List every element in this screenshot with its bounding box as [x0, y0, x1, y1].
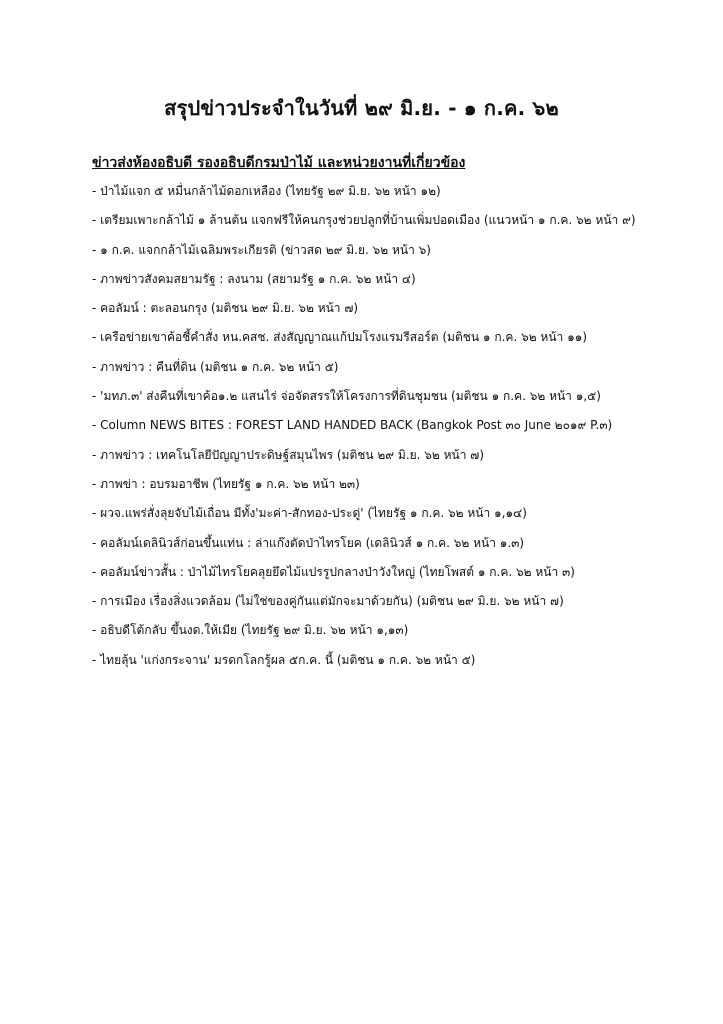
news-item: - คอลัมน์ : ตะลอนกรุง (มติชน ๒๙ มิ.ย. ๖๒ หน้า ๗) — [92, 301, 359, 316]
news-item: - เครือข่ายเขาค้อชี้คำสั่ง หน.คสช. ส่งสัญญาณแก้ปมโรงแรมรีสอร์ต (มติชน ๑ ก.ค. ๖๒ หน้า ๑๑) — [92, 330, 587, 345]
news-item: - ภาพข่าวสังคมสยามรัฐ : ลงนาม (สยามรัฐ ๑ ก.ค. ๖๒ หน้า ๔) — [92, 271, 416, 286]
news-item: - 'มทภ.๓' ส่งคืนที่เขาค้อ๑.๒ แสนไร่ จ่อจัดสรรให้โครงการที่ดินชุมชน (มติชน ๑ ก.ค. ๖๒ หน้า ๑,๕) — [92, 389, 601, 404]
news-item: - คอลัมน์เดลินิวส์ก่อนขึ้นแท่น : ล่าแก๊งตัดป่าไทรโยค (เดลินิวส์ ๑ ก.ค. ๖๒ หน้า ๑.๓) — [92, 535, 525, 550]
news-item: - คอลัมน์ข่าวสั้น : ป่าไม้ไทรโยคลุยยึดไม้แปรรูปกลางป่าวังใหญ่ (ไทยโพสต์ ๑ ก.ค. ๖๒ หน้า ๓) — [92, 564, 575, 579]
news-item: - ป่าไม้แจก ๕ หมื่นกล้าไม้ดอกเหลือง (ไทยรัฐ ๒๙ มิ.ย. ๖๒ หน้า ๑๒) — [92, 184, 441, 198]
news-item: - เตรียมเพาะกล้าไม้ ๑ ล้านต้น แจกฟรีให้คนกรุงช่วยปลูกที่บ้านเพิ่มปอดเมือง (แนวหน้า ๑ ก.ค. ๖๒ หน้า ๙) — [92, 213, 636, 228]
news-item: - ภาพข่าว : คืนที่ดิน (มติชน ๑ ก.ค. ๖๒ หน้า ๕) — [92, 359, 339, 374]
news-item: - ไทยลุ้น 'แก่งกระจาน' มรดกโลกรู้ผล ๕ก.ค. นี้ (มติชน ๑ ก.ค. ๖๒ หน้า ๕) — [92, 652, 476, 667]
section-heading: ข่าวส่งห้องอธิบดี รองอธิบดีกรมป่าไม้ และหน่วยงานที่เกี่ยวข้อง — [92, 155, 466, 171]
page-title: สรุปข่าวประจำในวันที่ ๒๙ มิ.ย. - ๑ ก.ค. ๖๒ — [164, 96, 559, 120]
news-item: - ๑ ก.ค. แจกกล้าไม้เฉลิมพระเกียรติ (ข่าวสด ๒๙ มิ.ย. ๖๒ หน้า ๖) — [92, 242, 431, 257]
news-list — [92, 180, 692, 678]
news-item: - อธิบดีโต้กลับ ขึ้นงด.ให้เมีย (ไทยรัฐ ๒๙ มิ.ย. ๖๒ หน้า ๑,๑๓) — [92, 623, 409, 638]
news-item: - Column NEWS BITES : FOREST LAND HANDED BACK (Bangkok Post ๓๐ June ๒๐๑๙ P.๓) — [92, 418, 613, 433]
news-item: - ภาพข่า : อบรมอาชีพ (ไทยรัฐ ๑ ก.ค. ๖๒ หน้า ๒๓) — [92, 476, 360, 491]
news-item: - ภาพข่าว : เทคโนโลยีปัญญาประดิษฐ์สมุนไพร (มติชน ๒๙ มิ.ย. ๖๒ หน้า ๗) — [92, 447, 485, 462]
news-item: - ผวจ.แพร่สั่งลุยจับไม้เถื่อน มีทั้ง'มะค่า-สักทอง-ประดู่' (ไทยรัฐ ๑ ก.ค. ๖๒ หน้า ๑,๑๔) — [92, 506, 527, 521]
news-item: - การเมือง เรื่องสิ่งแวดล้อม (ไม่ใช่ของคู่กันแต่มักจะมาด้วยกัน) (มติชน ๒๙ มิ.ย. ๖๒ หน้า ๗) — [92, 594, 564, 609]
